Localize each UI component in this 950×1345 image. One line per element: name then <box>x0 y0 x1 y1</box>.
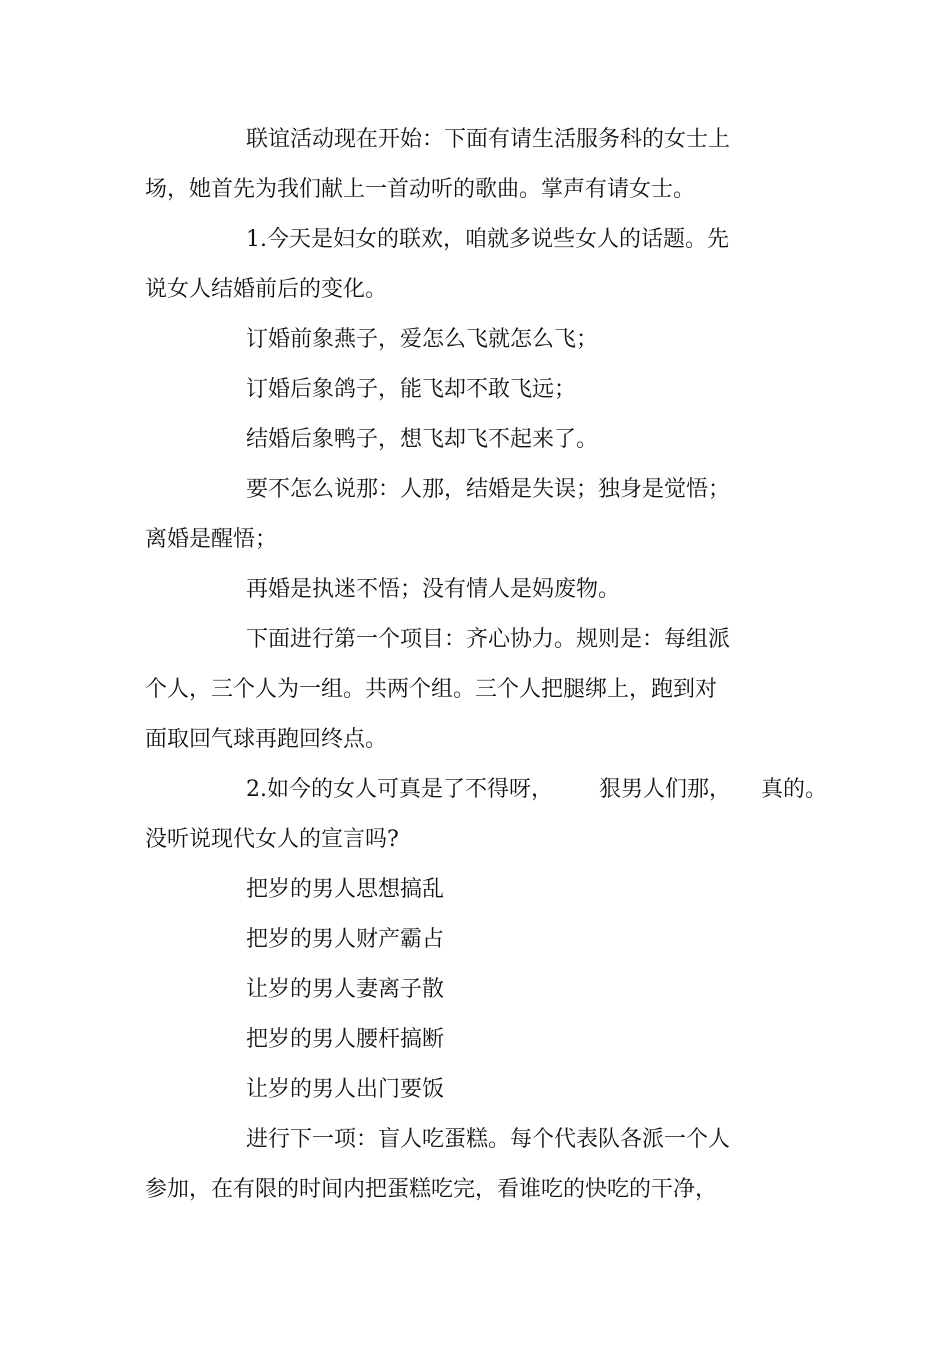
paragraph-line-item2-1 <box>246 775 827 805</box>
paragraph-line-item1-2: 说女人结婚前后的变化。 <box>145 277 388 302</box>
item2-part-1: 2.如今的女人可真是了不得呀， <box>246 777 553 802</box>
paragraph-line-game1-2: 个人，三个人为一组。共两个组。三个人把腿绑上，跑到对 <box>145 677 718 702</box>
paragraph-line-game1-3: 面取回气球再跑回终点。 <box>145 727 388 752</box>
paragraph-line-item1-1: 1.今天是妇女的联欢，咱就多说些女人的话题。先 <box>246 227 729 252</box>
manifesto-line-4: 把岁的男人腰杆搞断 <box>246 1027 445 1052</box>
paragraph-line-saying-2: 离婚是醒悟； <box>145 527 278 552</box>
verse-line-duck: 结婚后象鸭子，想飞却飞不起来了。 <box>246 427 599 452</box>
paragraph-line-game2-1: 进行下一项：盲人吃蛋糕。每个代表队各派一个人 <box>246 1127 731 1152</box>
paragraph-line-game2-2: 参加，在有限的时间内把蛋糕吃完，看谁吃的快吃的干净， <box>145 1177 718 1202</box>
manifesto-line-3: 让岁的男人妻离子散 <box>246 977 445 1002</box>
paragraph-line-item2-2: 没听说现代女人的宣言吗? <box>145 827 399 852</box>
paragraph-line-game1-1: 下面进行第一个项目：齐心协力。规则是：每组派 <box>246 627 731 652</box>
paragraph-line-intro-2: 场，她首先为我们献上一首动听的歌曲。掌声有请女士。 <box>145 177 696 202</box>
verse-line-pigeon: 订婚后象鸽子，能飞却不敢飞远； <box>246 377 577 402</box>
item2-part-2: 狠男人们那， <box>599 777 732 802</box>
manifesto-line-2: 把岁的男人财产霸占 <box>246 927 445 952</box>
manifesto-line-1: 把岁的男人思想搞乱 <box>246 877 445 902</box>
item2-part-3: 真的。 <box>761 777 828 802</box>
paragraph-line-saying-1: 要不怎么说那：人那，结婚是失误；独身是觉悟； <box>246 477 731 502</box>
manifesto-line-5: 让岁的男人出门要饭 <box>246 1077 445 1102</box>
paragraph-line-saying-3: 再婚是执迷不悟；没有情人是妈废物。 <box>246 577 621 602</box>
paragraph-line-intro-1: 联谊活动现在开始：下面有请生活服务科的女士上 <box>246 127 731 152</box>
verse-line-swallow: 订婚前象燕子，爱怎么飞就怎么飞； <box>246 327 599 352</box>
